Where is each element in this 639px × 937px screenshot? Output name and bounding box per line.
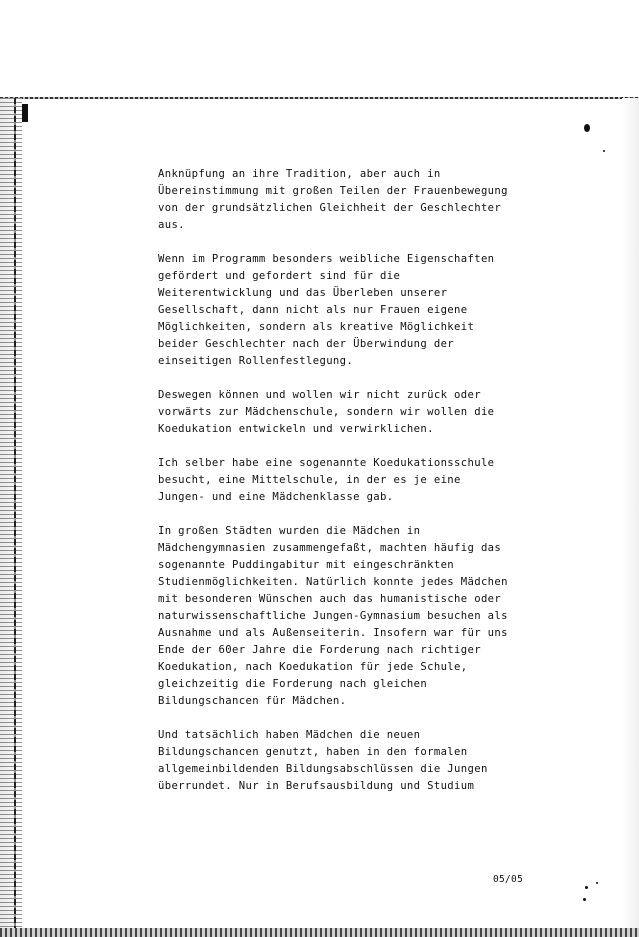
text-line: Weiterentwicklung und das Überleben unserer: [158, 287, 448, 299]
paper-left-border-line: [14, 98, 16, 937]
text-line: Möglichkeiten, sondern als kreative Möglichkeit: [158, 321, 475, 333]
page-number: 05/05: [493, 874, 524, 885]
text-line: Studienmöglichkeiten. Natürlich konnte jedes Mädchen: [158, 576, 508, 588]
paper-left-edge: [0, 98, 22, 937]
text-line: Ausnahme und als Außenseiterin. Insofern war für uns: [158, 627, 508, 639]
scan-speck: [596, 882, 598, 884]
text-line: Wenn im Programm besonders weibliche Eigenschaften: [158, 253, 495, 265]
text-line: von der grundsätzlichen Gleichheit der Geschlechter: [158, 202, 502, 214]
scan-speck: [583, 898, 586, 901]
text-line: Übereinstimmung mit großen Teilen der Frauenbewegung: [158, 185, 508, 197]
scan-speck: [603, 150, 605, 152]
text-line: In großen Städten wurden die Mädchen in: [158, 525, 421, 537]
paragraph-6: [158, 727, 598, 795]
scan-speck: [585, 886, 588, 889]
text-line: Koedukation, nach Koedukation für jede Schule,: [158, 661, 468, 673]
paragraph-5: [158, 523, 598, 710]
paper-bottom-edge: [0, 928, 639, 937]
text-line: vorwärts zur Mädchenschule, sondern wir wollen die: [158, 406, 495, 418]
text-line: Anknüpfung an ihre Tradition, aber auch in: [158, 168, 441, 180]
text-line: besucht, eine Mittelschule, in der es je eine: [158, 474, 461, 486]
paper-right-edge: [622, 98, 639, 937]
scan-speck: [584, 124, 590, 132]
body-text: [158, 166, 598, 812]
text-line: Bildungschancen genutzt, haben in den formalen: [158, 746, 468, 758]
text-line: gefördert und gefordert sind für die: [158, 270, 401, 282]
text-line: einseitigen Rollenfestlegung.: [158, 355, 354, 367]
text-line: Bildungschancen für Mädchen.: [158, 695, 347, 707]
scan-mark: [22, 104, 28, 122]
text-line: überrundet. Nur in Berufsausbildung und Studium: [158, 780, 475, 792]
text-line: gleichzeitig die Forderung nach gleichen: [158, 678, 428, 690]
paragraph-1: [158, 166, 598, 234]
text-line: mit besonderen Wünschen auch das humanistische oder: [158, 593, 502, 605]
text-line: Ich selber habe eine sogenannte Koedukationsschule: [158, 457, 495, 469]
text-line: Mädchengymnasien zusammengefaßt, machten häufig das: [158, 542, 502, 554]
text-line: naturwissenschaftliche Jungen-Gymnasium besuchen als: [158, 610, 508, 622]
paper-top-edge: [0, 97, 639, 99]
text-line: Deswegen können und wollen wir nicht zurück oder: [158, 389, 481, 401]
scan-background: [0, 0, 639, 98]
text-line: Koedukation entwickeln und verwirklichen.: [158, 423, 434, 435]
text-line: Gesellschaft, dann nicht als nur Frauen eigene: [158, 304, 468, 316]
text-line: Und tatsächlich haben Mädchen die neuen: [158, 729, 421, 741]
text-line: beider Geschlechter nach der Überwindung der: [158, 338, 455, 350]
text-line: Ende der 60er Jahre die Forderung nach richtiger: [158, 644, 481, 656]
paragraph-3: [158, 387, 598, 438]
text-line: sogenannte Puddingabitur mit eingeschränkten: [158, 559, 455, 571]
text-line: aus.: [158, 219, 185, 231]
paragraph-2: [158, 251, 598, 370]
text-line: Jungen- und eine Mädchenklasse gab.: [158, 491, 394, 503]
text-line: allgemeinbildenden Bildungsabschlüssen die Jungen: [158, 763, 488, 775]
paragraph-4: [158, 455, 598, 506]
